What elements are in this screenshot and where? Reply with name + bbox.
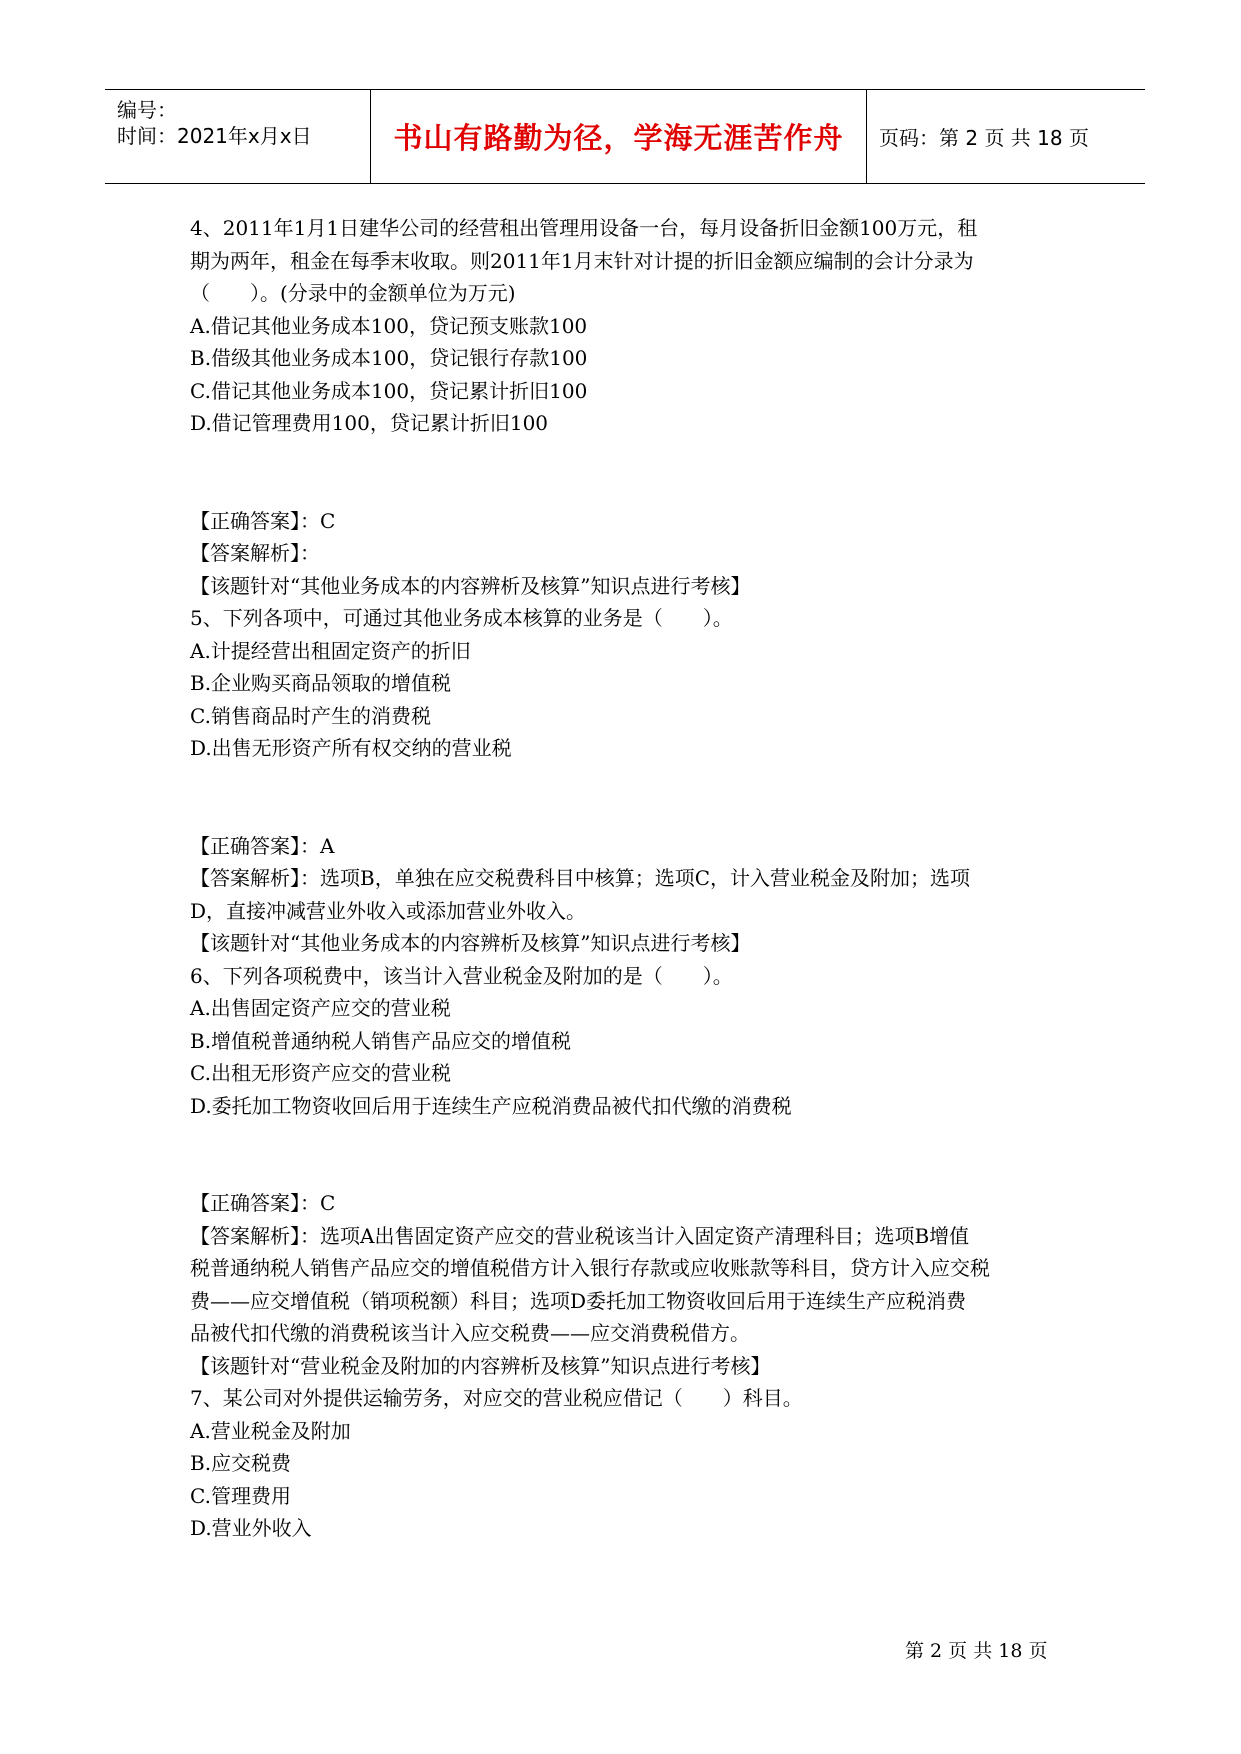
header-info-cell <box>105 90 371 183</box>
q6-option-d: D.委托加工物资收回后用于连续生产应税消费品被代扣代缴的消费税 <box>190 1093 792 1118</box>
q7-stem: 7、某公司对外提供运输劳务，对应交的营业税应借记（ ）科目。 <box>190 1386 803 1410</box>
q5-option-d: D.出售无形资产所有权交纳的营业税 <box>190 736 512 760</box>
q6-analysis-line-1: 【答案解析】：选项A出售固定资产应交的营业税该当计入固定资产清理科目；选项B增值 <box>190 1223 970 1248</box>
q7-option-a: A.营业税金及附加 <box>190 1418 351 1443</box>
q6-analysis-line-2: 税普通纳税人销售产品应交的增值税借方计入银行存款或应收账款等科目，贷方计入应交税 <box>190 1256 990 1280</box>
q5-analysis-line-2: D，直接冲减营业外收入或添加营业外收入。 <box>190 898 587 923</box>
q5-option-b: B.企业购买商品领取的增值税 <box>190 671 452 695</box>
q6-topic: 【该题针对“营业税金及附加的内容辨析及核算”知识点进行考核】 <box>190 1353 771 1378</box>
q5-option-a: A.计提经营出租固定资产的折旧 <box>190 638 471 663</box>
document-body <box>190 212 1070 1545</box>
q5-answer: 【正确答案】：A <box>190 833 335 858</box>
q7-option-b: B.应交税费 <box>190 1451 292 1475</box>
q5-analysis-line-1: 【答案解析】：选项B，单独在应交税费科目中核算；选项C，计入营业税金及附加；选项 <box>190 866 970 890</box>
q6-option-b: B.增值税普通纳税人销售产品应交的增值税 <box>190 1028 572 1053</box>
q4-stem-line-2: 期为两年，租金在每季末收取。则2011年1月末针对计提的折旧金额应编制的会计分录为 <box>190 248 974 273</box>
q5-topic: 【该题针对“其他业务成本的内容辨析及核算”知识点进行考核】 <box>190 931 751 955</box>
document-time-label: 时间：2021年x月x日 <box>117 124 312 148</box>
q6-option-a: A.出售固定资产应交的营业税 <box>190 996 451 1020</box>
document-number-label: 编号： <box>117 98 177 122</box>
header-motto: 书山有路勤为径，学海无涯苦作舟 <box>371 90 867 183</box>
q6-option-c: C.出租无形资产应交的营业税 <box>190 1061 451 1085</box>
q6-analysis-line-3: 费——应交增值税（销项税额）科目；选项D委托加工物资收回后用于连续生产应税消费 <box>190 1288 967 1313</box>
q6-analysis-line-4: 品被代扣代缴的消费税该当计入应交税费——应交消费税借方。 <box>190 1321 750 1345</box>
q6-answer: 【正确答案】：C <box>190 1191 336 1215</box>
q7-option-d: D.营业外收入 <box>190 1516 312 1540</box>
q4-answer: 【正确答案】：C <box>190 508 336 533</box>
q4-option-b: B.借级其他业务成本100，贷记银行存款100 <box>190 346 588 370</box>
q6-stem: 6、下列各项税费中，该当计入营业税金及附加的是（ ）。 <box>190 963 733 988</box>
page-header <box>105 89 1145 184</box>
q4-analysis: 【答案解析】： <box>190 541 320 565</box>
q5-option-c: C.销售商品时产生的消费税 <box>190 703 431 728</box>
q4-option-d: D.借记管理费用100，贷记累计折旧100 <box>190 411 549 435</box>
q4-stem-line-3: （ ）。(分录中的金额单位为万元) <box>190 281 516 305</box>
page-footer: 第 2 页 共 18 页 <box>905 1640 1048 1662</box>
header-page-number: 页码：第 2 页 共 18 页 <box>879 126 1089 150</box>
q4-option-c: C.借记其他业务成本100，贷记累计折旧100 <box>190 378 588 403</box>
q4-topic: 【该题针对“其他业务成本的内容辨析及核算”知识点进行考核】 <box>190 573 751 598</box>
q4-stem-line-1: 4、2011年1月1日建华公司的经营租出管理用设备一台，每月设备折旧金额100万元，租 <box>190 216 978 240</box>
q5-stem: 5、下列各项中，可通过其他业务成本核算的业务是（ ）。 <box>190 606 733 630</box>
q7-option-c: C.管理费用 <box>190 1483 291 1508</box>
q4-option-a: A.借记其他业务成本100，贷记预支账款100 <box>190 313 588 338</box>
